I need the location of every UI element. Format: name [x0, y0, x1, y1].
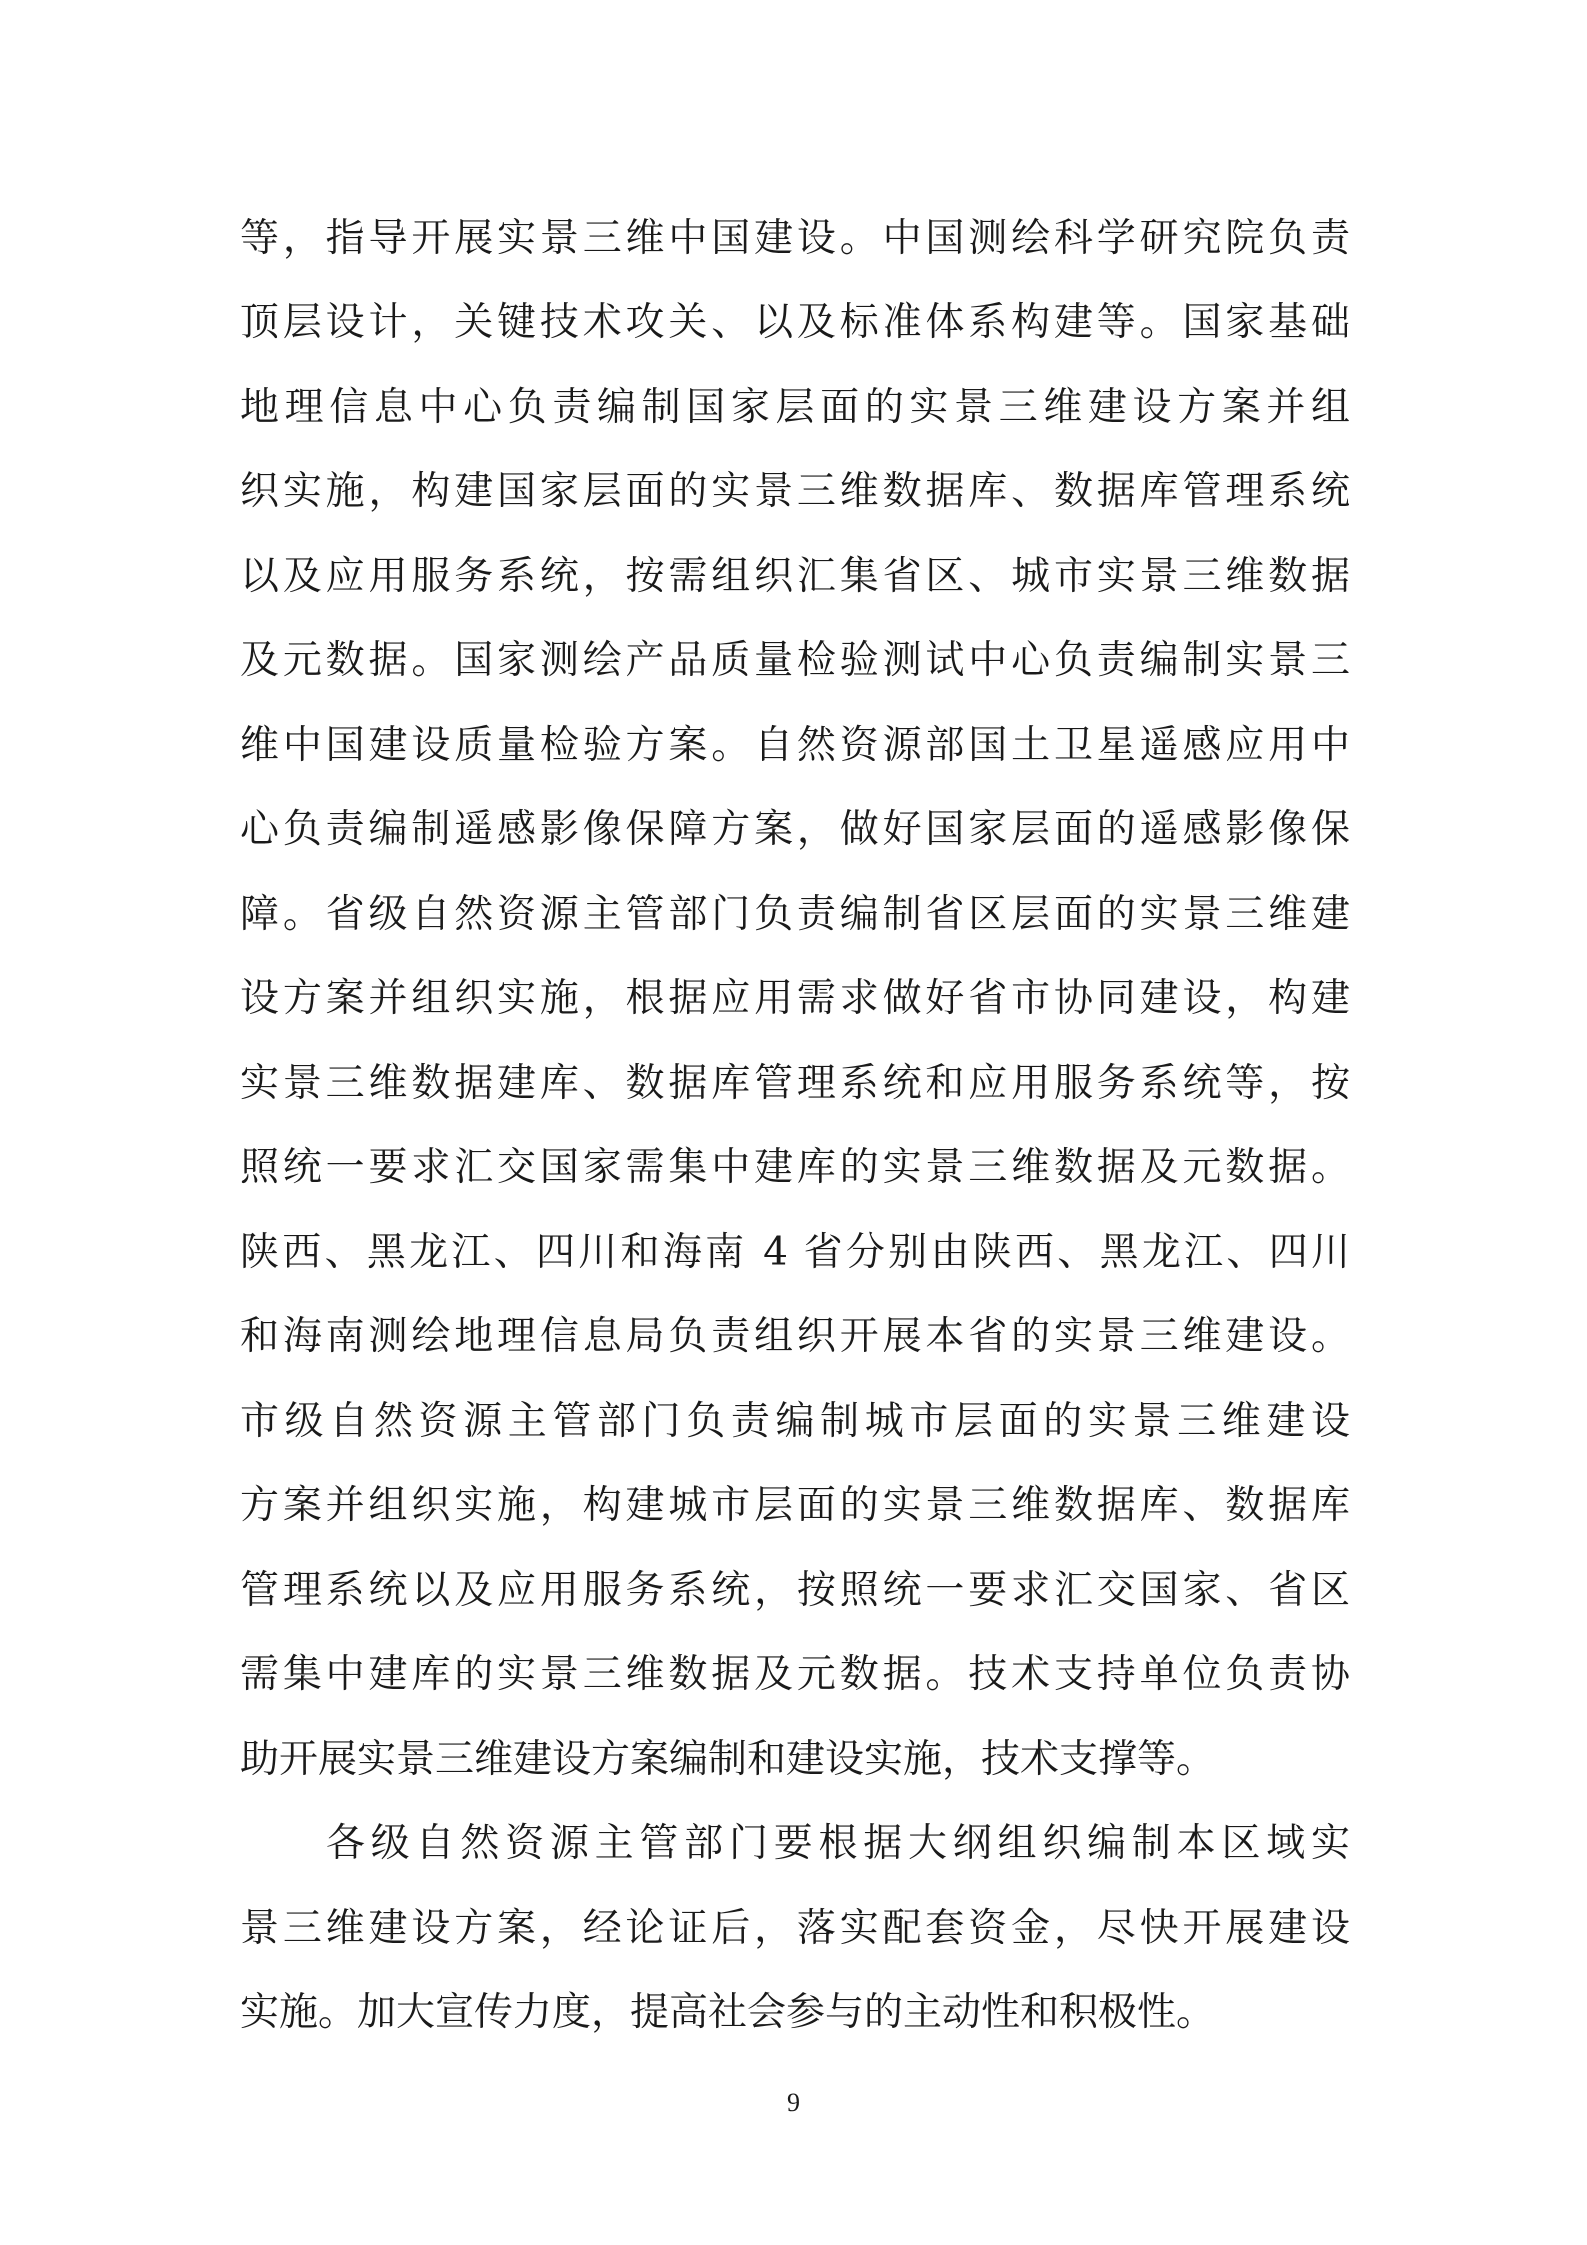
paragraph-line: 地理信息中心负责编制国家层面的实景三维建设方案并组: [240, 385, 1350, 430]
paragraph-line: 管理系统以及应用服务系统，按照统一要求汇交国家、省区: [240, 1568, 1350, 1613]
paragraph-line: 陕西、黑龙江、四川和海南 4 省分别由陕西、黑龙江、四川: [240, 1230, 1350, 1275]
paragraph-line: 和海南测绘地理信息局负责组织开展本省的实景三维建设。: [240, 1314, 1350, 1359]
paragraph-line: 以及应用服务系统，按需组织汇集省区、城市实景三维数据: [240, 554, 1350, 599]
paragraph-line: 实施。加大宣传力度，提高社会参与的主动性和积极性。: [240, 1990, 1216, 2035]
paragraph-line: 顶层设计，关键技术攻关、以及标准体系构建等。国家基础: [240, 300, 1350, 345]
paragraph-line: 及元数据。国家测绘产品质量检验测试中心负责编制实景三: [240, 638, 1350, 683]
paragraph-line: 障。省级自然资源主管部门负责编制省区层面的实景三维建: [240, 892, 1350, 937]
paragraph-line: 方案并组织实施，构建城市层面的实景三维数据库、数据库: [240, 1483, 1350, 1528]
paragraph-line: 织实施，构建国家层面的实景三维数据库、数据库管理系统: [240, 469, 1350, 514]
paragraph-line: 市级自然资源主管部门负责编制城市层面的实景三维建设: [240, 1399, 1350, 1444]
page-number: 9: [787, 2088, 800, 2117]
paragraph-line: 心负责编制遥感影像保障方案，做好国家层面的遥感影像保: [240, 807, 1350, 852]
paragraph-line: 实景三维数据建库、数据库管理系统和应用服务系统等，按: [240, 1061, 1350, 1106]
paragraph-line: 设方案并组织实施，根据应用需求做好省市协同建设，构建: [240, 976, 1350, 1021]
paragraph-line: 需集中建库的实景三维数据及元数据。技术支持单位负责协: [240, 1652, 1350, 1697]
paragraph-line: 维中国建设质量检验方案。自然资源部国土卫星遥感应用中: [240, 723, 1350, 768]
paragraph-line: 各级自然资源主管部门要根据大纲组织编制本区域实: [326, 1821, 1350, 1866]
paragraph-line: 景三维建设方案，经论证后，落实配套资金，尽快开展建设: [240, 1906, 1350, 1951]
paragraph-line: 等，指导开展实景三维中国建设。中国测绘科学研究院负责: [240, 216, 1350, 261]
paragraph-line: 助开展实景三维建设方案编制和建设实施，技术支撑等。: [240, 1737, 1216, 1782]
paragraph-line: 照统一要求汇交国家需集中建库的实景三维数据及元数据。: [240, 1145, 1350, 1190]
